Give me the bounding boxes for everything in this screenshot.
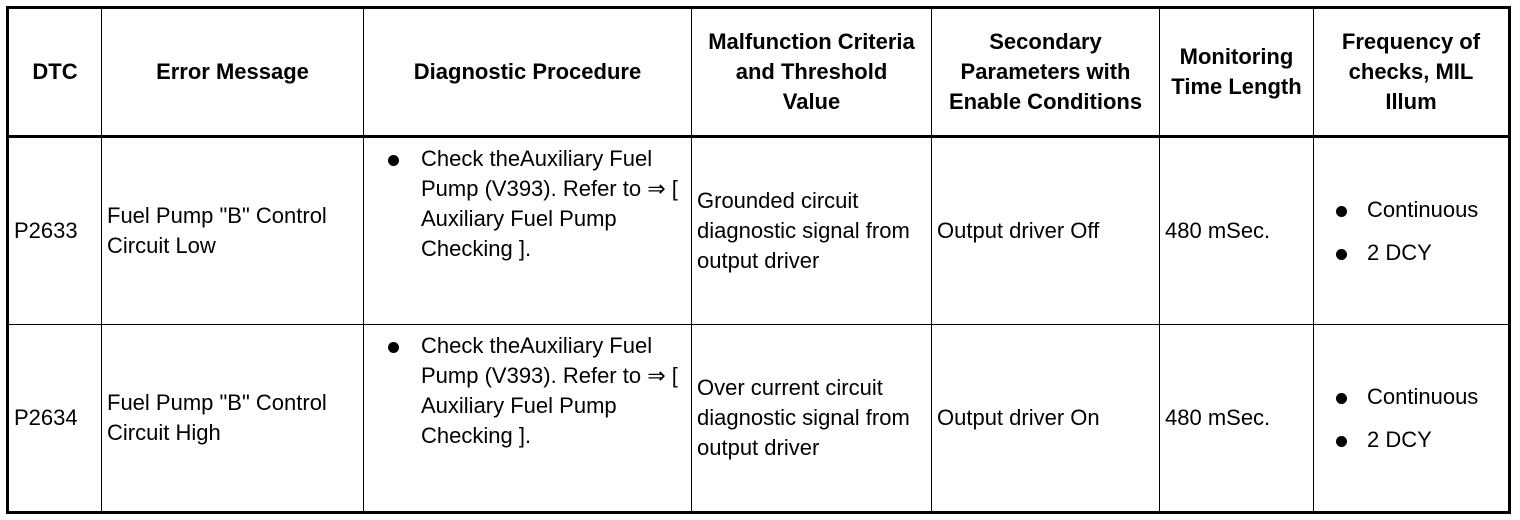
dtc-code: P2634 (8, 325, 102, 513)
frequency-item: 2 DCY (1319, 425, 1503, 455)
procedure-list (369, 331, 686, 451)
secondary-parameters: Output driver Off (932, 137, 1160, 325)
frequency-list (1319, 195, 1503, 268)
header-error-message: Error Message (102, 8, 364, 137)
frequency-cell (1314, 325, 1510, 513)
frequency-cell (1314, 137, 1510, 325)
header-row (8, 8, 1510, 137)
table-row (8, 137, 1510, 325)
malfunction-criteria: Grounded circuit diagnostic signal from output driver (692, 137, 932, 325)
diagnostic-procedure-cell (364, 137, 692, 325)
header-secondary-parameters: Secondary Parameters with Enable Conditions (932, 8, 1160, 137)
secondary-parameters: Output driver On (932, 325, 1160, 513)
header-dtc: DTC (8, 8, 102, 137)
procedure-step: Check theAuxiliary Fuel Pump (V393). Refer to ⇒ [ Auxiliary Fuel Pump Checking ]. (369, 331, 686, 451)
error-message: Fuel Pump "B" Control Circuit High (102, 325, 364, 513)
malfunction-criteria: Over current circuit diagnostic signal from output driver (692, 325, 932, 513)
frequency-list (1319, 382, 1503, 455)
header-malfunction-criteria: Malfunction Criteria and Threshold Value (692, 8, 932, 137)
table-row (8, 325, 1510, 513)
frequency-item: Continuous (1319, 195, 1503, 225)
header-diagnostic-procedure: Diagnostic Procedure (364, 8, 692, 137)
header-frequency: Frequency of checks, MIL Illum (1314, 8, 1510, 137)
monitoring-time: 480 mSec. (1160, 137, 1314, 325)
procedure-step: Check theAuxiliary Fuel Pump (V393). Refer to ⇒ [ Auxiliary Fuel Pump Checking ]. (369, 144, 686, 264)
procedure-list (369, 144, 686, 264)
frequency-item: Continuous (1319, 382, 1503, 412)
diagnostic-procedure-cell (364, 325, 692, 513)
monitoring-time: 480 mSec. (1160, 325, 1314, 513)
header-monitoring-time: Monitoring Time Length (1160, 8, 1314, 137)
error-message: Fuel Pump "B" Control Circuit Low (102, 137, 364, 325)
frequency-item: 2 DCY (1319, 238, 1503, 268)
dtc-code: P2633 (8, 137, 102, 325)
dtc-table (6, 6, 1511, 514)
